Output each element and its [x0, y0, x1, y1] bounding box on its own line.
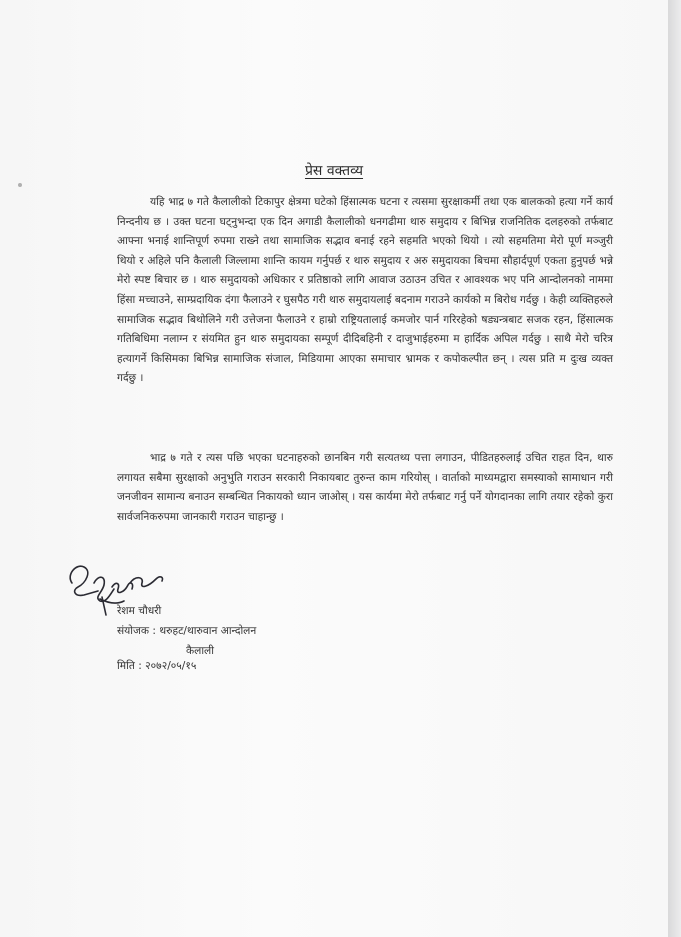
document-date: मिति : २०७२/०५/१५: [117, 660, 197, 672]
signer-place: कैलाली: [186, 645, 214, 657]
signer-name: रेशम चौधरी: [117, 605, 162, 617]
page-edge: [668, 0, 681, 937]
signer-role: संयोजक : थरुहट/थारुवान आन्दोलन: [117, 625, 257, 637]
paragraph-2: भाद्र ७ गते र त्यस पछि भएका घटनाहरुको छानबिन गरी सत्यतथ्य पत्ता लगाउन, पीडितहरुलाई उचित राहत दिन, थारु लगायत सबैमा सुरक्षाको अनुभुति गराउन सरकारी निकायबाट तुरुन्त काम गरियोस् । वार्ताको माध्यमद्वारा समस्याको सामाधान गरी जनजीवन सामान्य बनाउन सम्बन्धित निकायको ध्यान जाओस् । यस कार्यमा मेरो तर्फबाट गर्नु पर्ने योगदानका लागि तयार रहेको कुरा सार्वजनिकरुपमा जानकारी गराउन चाहान्छु ।: [117, 452, 613, 523]
document-title: प्रेस वक्तव्य: [304, 163, 364, 179]
paragraph-1: यहि भाद्र ७ गते कैलालीको टिकापुर क्षेत्रमा घटेको हिंसात्मक घटना र त्यसमा सुरक्षाकर्मी तथा एक बालकको हत्या गर्ने कार्य निन्दनीय छ । उक्त घटना घट्नुभन्दा एक दिन अगाडी कैलालीको धनगढीमा थारु समुदाय र बिभिन्न राजनितिक दलहरुको तर्फबाट आफ्ना भनाई शान्तिपूर्ण रुपमा राख्ने तथा सामाजिक सद्भाव बनाई रहने सहमति भएको थियो । त्यो सहमतिमा मेरो पूर्ण मञ्जुरी थियो र अहिले पनि कैलाली जिल्लामा शान्ति कायम गर्नुपर्छ र थारु समुदाय र अरु समुदायका बिचमा सौहार्दपूर्ण एकता हुनुपर्छ भन्ने मेरो स्पष्ट बिचार छ । थारु समुदायको अधिकार र प्रतिष्ठाको लागि आवाज उठाउन उचित र आवश्यक भए पनि आन्दोलनको नाममा हिंसा मच्चाउने, साम्प्रदायिक दंगा फैलाउने र घुसपैठ गरी थारु समुदायलाई बदनाम गराउने कार्यको म बिरोध गर्दछु । केही व्यक्तिहरुले सामाजिक सद्भाव बिथोलिने गरी उत्तेजना फैलाउने र हाम्रो राष्ट्रियतालाई कमजोर पार्न गरिरहेको षड्यन्त्रबाट सजक रहन, हिंसात्मक गतिबिधिमा नलाग्न र संयमित हुन थारु समुदायका सम्पूर्ण दीदिबहिनी र दाजुभाईहरुमा म हार्दिक अपिल गर्दछु । साथै मेरो चरित्र हत्यागर्ने किसिमका बिभिन्न सामाजिक संजाल, मिडियामा आएका समाचार भ्रामक र कपोकल्पीत छन् । त्यस प्रति म दुःख व्यक्त गर्दछु ।: [117, 196, 613, 385]
paper-speck: [18, 183, 22, 187]
